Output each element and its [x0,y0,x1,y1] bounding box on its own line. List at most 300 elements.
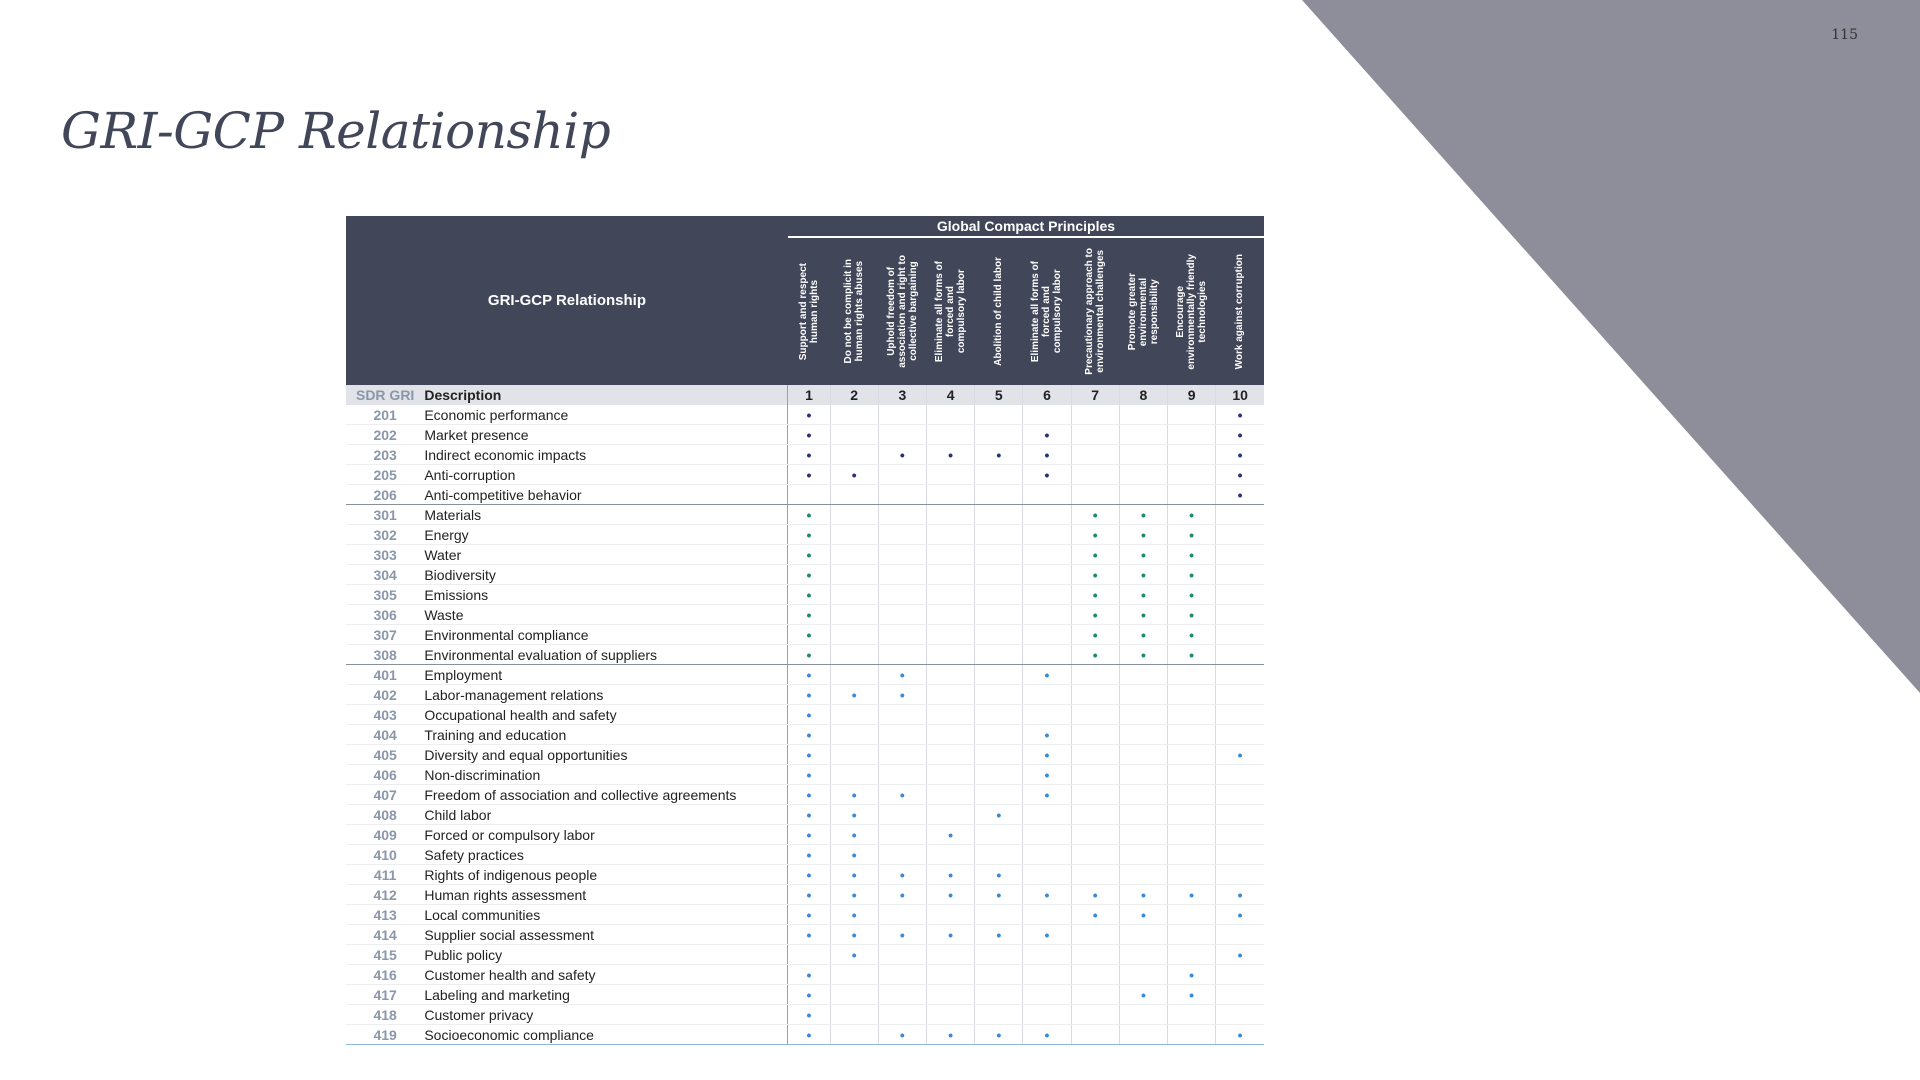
mark-dot: • [1189,966,1195,983]
principle-cell [926,465,974,485]
gri-code: 412 [346,885,424,905]
principle-cell [1023,745,1071,765]
mark-dot: • [1044,466,1050,483]
principle-label: Promote greater environmental responsibility [1126,272,1160,351]
principle-cell [1071,525,1119,545]
principle-cell [1168,965,1216,985]
gri-code: 406 [346,765,424,785]
principle-cell [1023,485,1071,505]
table-row [346,765,1264,785]
principle-cell [830,425,878,445]
principle-cell [878,625,926,645]
principle-cell [1023,685,1071,705]
principle-cell [878,945,926,965]
mark-dot: • [899,446,905,463]
principle-cell [1119,865,1167,885]
mark-dot: • [1044,926,1050,943]
principle-cell [1216,625,1264,645]
column-header-code: SDR GRI [346,385,424,405]
principle-cell [975,805,1023,825]
mark-dot: • [851,866,857,883]
mark-dot: • [899,686,905,703]
gri-description: Non-discrimination [424,765,788,785]
principle-cell [975,665,1023,685]
table-row [346,545,1264,565]
mark-dot: • [806,766,812,783]
principle-number-6: 6 [1023,385,1071,405]
principle-cell [1071,925,1119,945]
principle-cell [975,425,1023,445]
mark-dot: • [1237,886,1243,903]
principle-cell [1216,665,1264,685]
mark-dot: • [851,786,857,803]
mark-dot: • [806,526,812,543]
principle-cell [926,985,974,1005]
principle-cell [926,705,974,725]
gri-code: 413 [346,905,424,925]
principle-cell [1216,425,1264,445]
principle-cell [1216,505,1264,525]
principle-cell [788,525,830,545]
gri-code: 414 [346,925,424,945]
principle-cell [975,885,1023,905]
principle-label: Abolition of child labor [993,257,1005,366]
principle-cell [1216,765,1264,785]
table-row [346,745,1264,765]
mark-dot: • [1044,726,1050,743]
gri-description: Freedom of association and collective agreements [424,785,788,805]
principle-cell [1023,725,1071,745]
gri-code: 408 [346,805,424,825]
principle-cell [1216,1005,1264,1025]
principle-cell [788,645,830,665]
principle-cell [1023,665,1071,685]
mark-dot: • [1044,426,1050,443]
principle-cell [1071,885,1119,905]
mark-dot: • [806,886,812,903]
principle-cell [1071,985,1119,1005]
mark-dot: • [806,786,812,803]
mark-dot: • [948,446,954,463]
principle-cell [926,885,974,905]
principle-cell [1023,925,1071,945]
principle-cell [1071,405,1119,425]
principle-cell [975,865,1023,885]
principle-cell [1168,625,1216,645]
mark-dot: • [948,886,954,903]
mark-dot: • [851,846,857,863]
mark-dot: • [806,986,812,1003]
principle-cell [975,465,1023,485]
principle-cell [1071,465,1119,485]
principle-cell [788,845,830,865]
principle-cell [788,605,830,625]
table-row [346,505,1264,525]
principle-cell [975,985,1023,1005]
principle-cell [1216,785,1264,805]
principle-cell [1071,625,1119,645]
principle-cell [1119,545,1167,565]
mark-dot: • [1092,506,1098,523]
mark-dot: • [1237,946,1243,963]
principle-cell [1216,605,1264,625]
principle-cell [788,585,830,605]
principle-cell [878,705,926,725]
gri-description: Forced or compulsory labor [424,825,788,845]
mark-dot: • [806,966,812,983]
gri-description: Indirect economic impacts [424,445,788,465]
table-row [346,445,1264,465]
principle-cell [975,405,1023,425]
table-row [346,885,1264,905]
table-row [346,725,1264,745]
gri-code: 407 [346,785,424,805]
principle-cell [1023,945,1071,965]
mark-dot: • [1044,746,1050,763]
principle-label: Encourage environmentally friendly technologies [1175,253,1209,370]
principle-cell [878,805,926,825]
table-row [346,585,1264,605]
principle-cell [1168,445,1216,465]
principle-cell [830,745,878,765]
principle-cell [1168,825,1216,845]
gri-code: 409 [346,825,424,845]
principle-cell [878,965,926,985]
mark-dot: • [1237,1026,1243,1043]
principle-cell [1119,445,1167,465]
principle-cell [1023,425,1071,445]
principle-cell [1023,905,1071,925]
principle-cell [1023,525,1071,545]
principle-cell [975,585,1023,605]
mark-dot: • [806,406,812,423]
principle-cell [1216,645,1264,665]
principle-cell [788,825,830,845]
gri-description: Local communities [424,905,788,925]
gri-description: Customer privacy [424,1005,788,1025]
principle-cell [1023,825,1071,845]
principle-cell [1119,485,1167,505]
principle-header-2 [830,237,878,385]
principle-label: Precautionary approach to environmental challenges [1084,248,1107,375]
principle-cell [1023,625,1071,645]
principle-cell [975,965,1023,985]
principle-cell [975,705,1023,725]
gri-code: 307 [346,625,424,645]
mark-dot: • [1140,646,1146,663]
mark-dot: • [851,686,857,703]
mark-dot: • [851,806,857,823]
principle-cell [788,725,830,745]
mark-dot: • [1237,906,1243,923]
principle-label: Work against corruption [1234,253,1246,370]
principle-cell [1216,565,1264,585]
principle-cell [1071,585,1119,605]
principle-cell [878,505,926,525]
principle-number-1: 1 [788,385,830,405]
principle-cell [1071,445,1119,465]
principle-header-7 [1071,237,1119,385]
principle-cell [926,505,974,525]
global-compact-header: Global Compact Principles [788,216,1264,237]
principle-cell [830,565,878,585]
principle-number-5: 5 [975,385,1023,405]
table-row [346,665,1264,685]
mark-dot: • [806,566,812,583]
mark-dot: • [806,606,812,623]
gri-description: Materials [424,505,788,525]
gri-description: Labeling and marketing [424,985,788,1005]
principle-cell [1023,845,1071,865]
mark-dot: • [1092,626,1098,643]
principle-cell [1168,845,1216,865]
principle-cell [1071,945,1119,965]
principle-cell [878,445,926,465]
principle-cell [975,505,1023,525]
principle-cell [1119,745,1167,765]
gri-code: 303 [346,545,424,565]
principle-cell [1216,885,1264,905]
table-row [346,905,1264,925]
principle-cell [878,485,926,505]
mark-dot: • [851,926,857,943]
mark-dot: • [1092,586,1098,603]
principle-header-5 [975,237,1023,385]
principle-cell [1216,805,1264,825]
mark-dot: • [996,1026,1002,1043]
principle-cell [1023,785,1071,805]
principle-cell [830,405,878,425]
principle-cell [1168,1025,1216,1045]
principle-cell [975,545,1023,565]
mark-dot: • [948,826,954,843]
principle-cell [878,465,926,485]
principle-cell [830,825,878,845]
principle-cell [1023,1005,1071,1025]
mark-dot: • [806,926,812,943]
table-row [346,465,1264,485]
principle-cell [830,1005,878,1025]
principle-cell [830,685,878,705]
mark-dot: • [1140,546,1146,563]
principle-cell [788,465,830,485]
principle-cell [788,665,830,685]
mark-dot: • [948,866,954,883]
mark-dot: • [1237,446,1243,463]
mark-dot: • [806,746,812,763]
column-header-description: Description [424,385,788,405]
table-row [346,605,1264,625]
gri-code: 301 [346,505,424,525]
principle-cell [1168,745,1216,765]
gri-code: 201 [346,405,424,425]
principle-cell [1168,765,1216,785]
mark-dot: • [1189,986,1195,1003]
mark-dot: • [806,726,812,743]
principle-cell [1071,765,1119,785]
principle-cell [975,445,1023,465]
mark-dot: • [1092,906,1098,923]
principle-cell [788,625,830,645]
principle-cell [830,905,878,925]
principle-cell [830,465,878,485]
mark-dot: • [1140,886,1146,903]
principle-cell [1168,1005,1216,1025]
principle-cell [1168,905,1216,925]
principle-cell [830,1025,878,1045]
mark-dot: • [899,786,905,803]
principle-cell [1216,405,1264,425]
principle-cell [1168,545,1216,565]
principle-cell [975,725,1023,745]
principle-cell [830,525,878,545]
principle-cell [878,825,926,845]
principle-cell [830,725,878,745]
principle-cell [1023,645,1071,665]
gri-code: 202 [346,425,424,445]
principle-cell [926,765,974,785]
principle-cell [926,965,974,985]
principle-cell [1071,785,1119,805]
table-row [346,865,1264,885]
principle-cell [926,845,974,865]
principle-cell [1071,485,1119,505]
principle-cell [1071,905,1119,925]
principle-cell [1168,705,1216,725]
principle-cell [830,445,878,465]
principle-cell [1168,605,1216,625]
mark-dot: • [1140,606,1146,623]
principle-cell [878,1005,926,1025]
mark-dot: • [851,946,857,963]
gri-description: Economic performance [424,405,788,425]
gri-description: Anti-corruption [424,465,788,485]
gri-code: 306 [346,605,424,625]
mark-dot: • [1140,526,1146,543]
gri-description: Emissions [424,585,788,605]
principle-cell [1071,565,1119,585]
principle-cell [788,425,830,445]
gri-description: Environmental compliance [424,625,788,645]
principle-cell [1119,505,1167,525]
mark-dot: • [1189,586,1195,603]
gri-description: Employment [424,665,788,685]
principle-cell [878,585,926,605]
principle-cell [1071,425,1119,445]
principle-cell [1168,805,1216,825]
table-row [346,645,1264,665]
principle-cell [1023,405,1071,425]
principle-cell [830,805,878,825]
principle-cell [1119,425,1167,445]
principle-cell [788,965,830,985]
principle-cell [1168,405,1216,425]
principle-cell [1216,725,1264,745]
principle-cell [1216,585,1264,605]
principle-cell [975,685,1023,705]
principle-cell [1119,465,1167,485]
principle-cell [1119,1025,1167,1045]
table-row [346,985,1264,1005]
gri-code: 402 [346,685,424,705]
principle-cell [830,865,878,885]
principle-cell [1071,505,1119,525]
principle-cell [975,525,1023,545]
principle-cell [830,985,878,1005]
principle-cell [830,965,878,985]
mark-dot: • [1092,606,1098,623]
table-row [346,1005,1264,1025]
table-row [346,965,1264,985]
principle-number-3: 3 [878,385,926,405]
principle-cell [1216,485,1264,505]
mark-dot: • [1189,526,1195,543]
principle-cell [1119,805,1167,825]
principle-cell [1071,845,1119,865]
principle-cell [788,865,830,885]
principle-cell [1023,445,1071,465]
principle-cell [975,845,1023,865]
principle-label: Eliminate all forms of forced and compulsory labor [934,260,968,363]
gri-description: Waste [424,605,788,625]
principle-cell [975,625,1023,645]
principle-cell [878,605,926,625]
principle-cell [1023,705,1071,725]
principle-cell [830,545,878,565]
principle-cell [1168,865,1216,885]
mark-dot: • [899,666,905,683]
principle-cell [1168,585,1216,605]
principle-label: Uphold freedom of association and right to collective bargaining [885,255,919,368]
principle-cell [830,945,878,965]
gri-description: Diversity and equal opportunities [424,745,788,765]
principle-cell [1119,965,1167,985]
gri-description: Training and education [424,725,788,745]
principle-cell [975,1025,1023,1045]
mark-dot: • [1092,546,1098,563]
principle-cell [1071,685,1119,705]
principle-cell [878,725,926,745]
principle-cell [1119,405,1167,425]
mark-dot: • [1189,506,1195,523]
principle-cell [878,845,926,865]
principle-cell [788,785,830,805]
principle-cell [1071,545,1119,565]
gri-code: 403 [346,705,424,725]
mark-dot: • [1237,466,1243,483]
principle-cell [878,985,926,1005]
principle-cell [1071,1025,1119,1045]
principle-cell [926,585,974,605]
principle-cell [788,565,830,585]
principle-cell [1023,605,1071,625]
mark-dot: • [1140,986,1146,1003]
principle-cell [926,825,974,845]
principle-cell [1216,925,1264,945]
principle-cell [1023,585,1071,605]
principle-cell [1071,745,1119,765]
gri-description: Occupational health and safety [424,705,788,725]
principle-cell [926,565,974,585]
principle-cell [926,785,974,805]
principle-cell [1119,785,1167,805]
mark-dot: • [1044,886,1050,903]
principle-cell [975,1005,1023,1025]
principle-cell [1023,805,1071,825]
principle-cell [975,645,1023,665]
principle-cell [926,865,974,885]
principle-cell [975,765,1023,785]
